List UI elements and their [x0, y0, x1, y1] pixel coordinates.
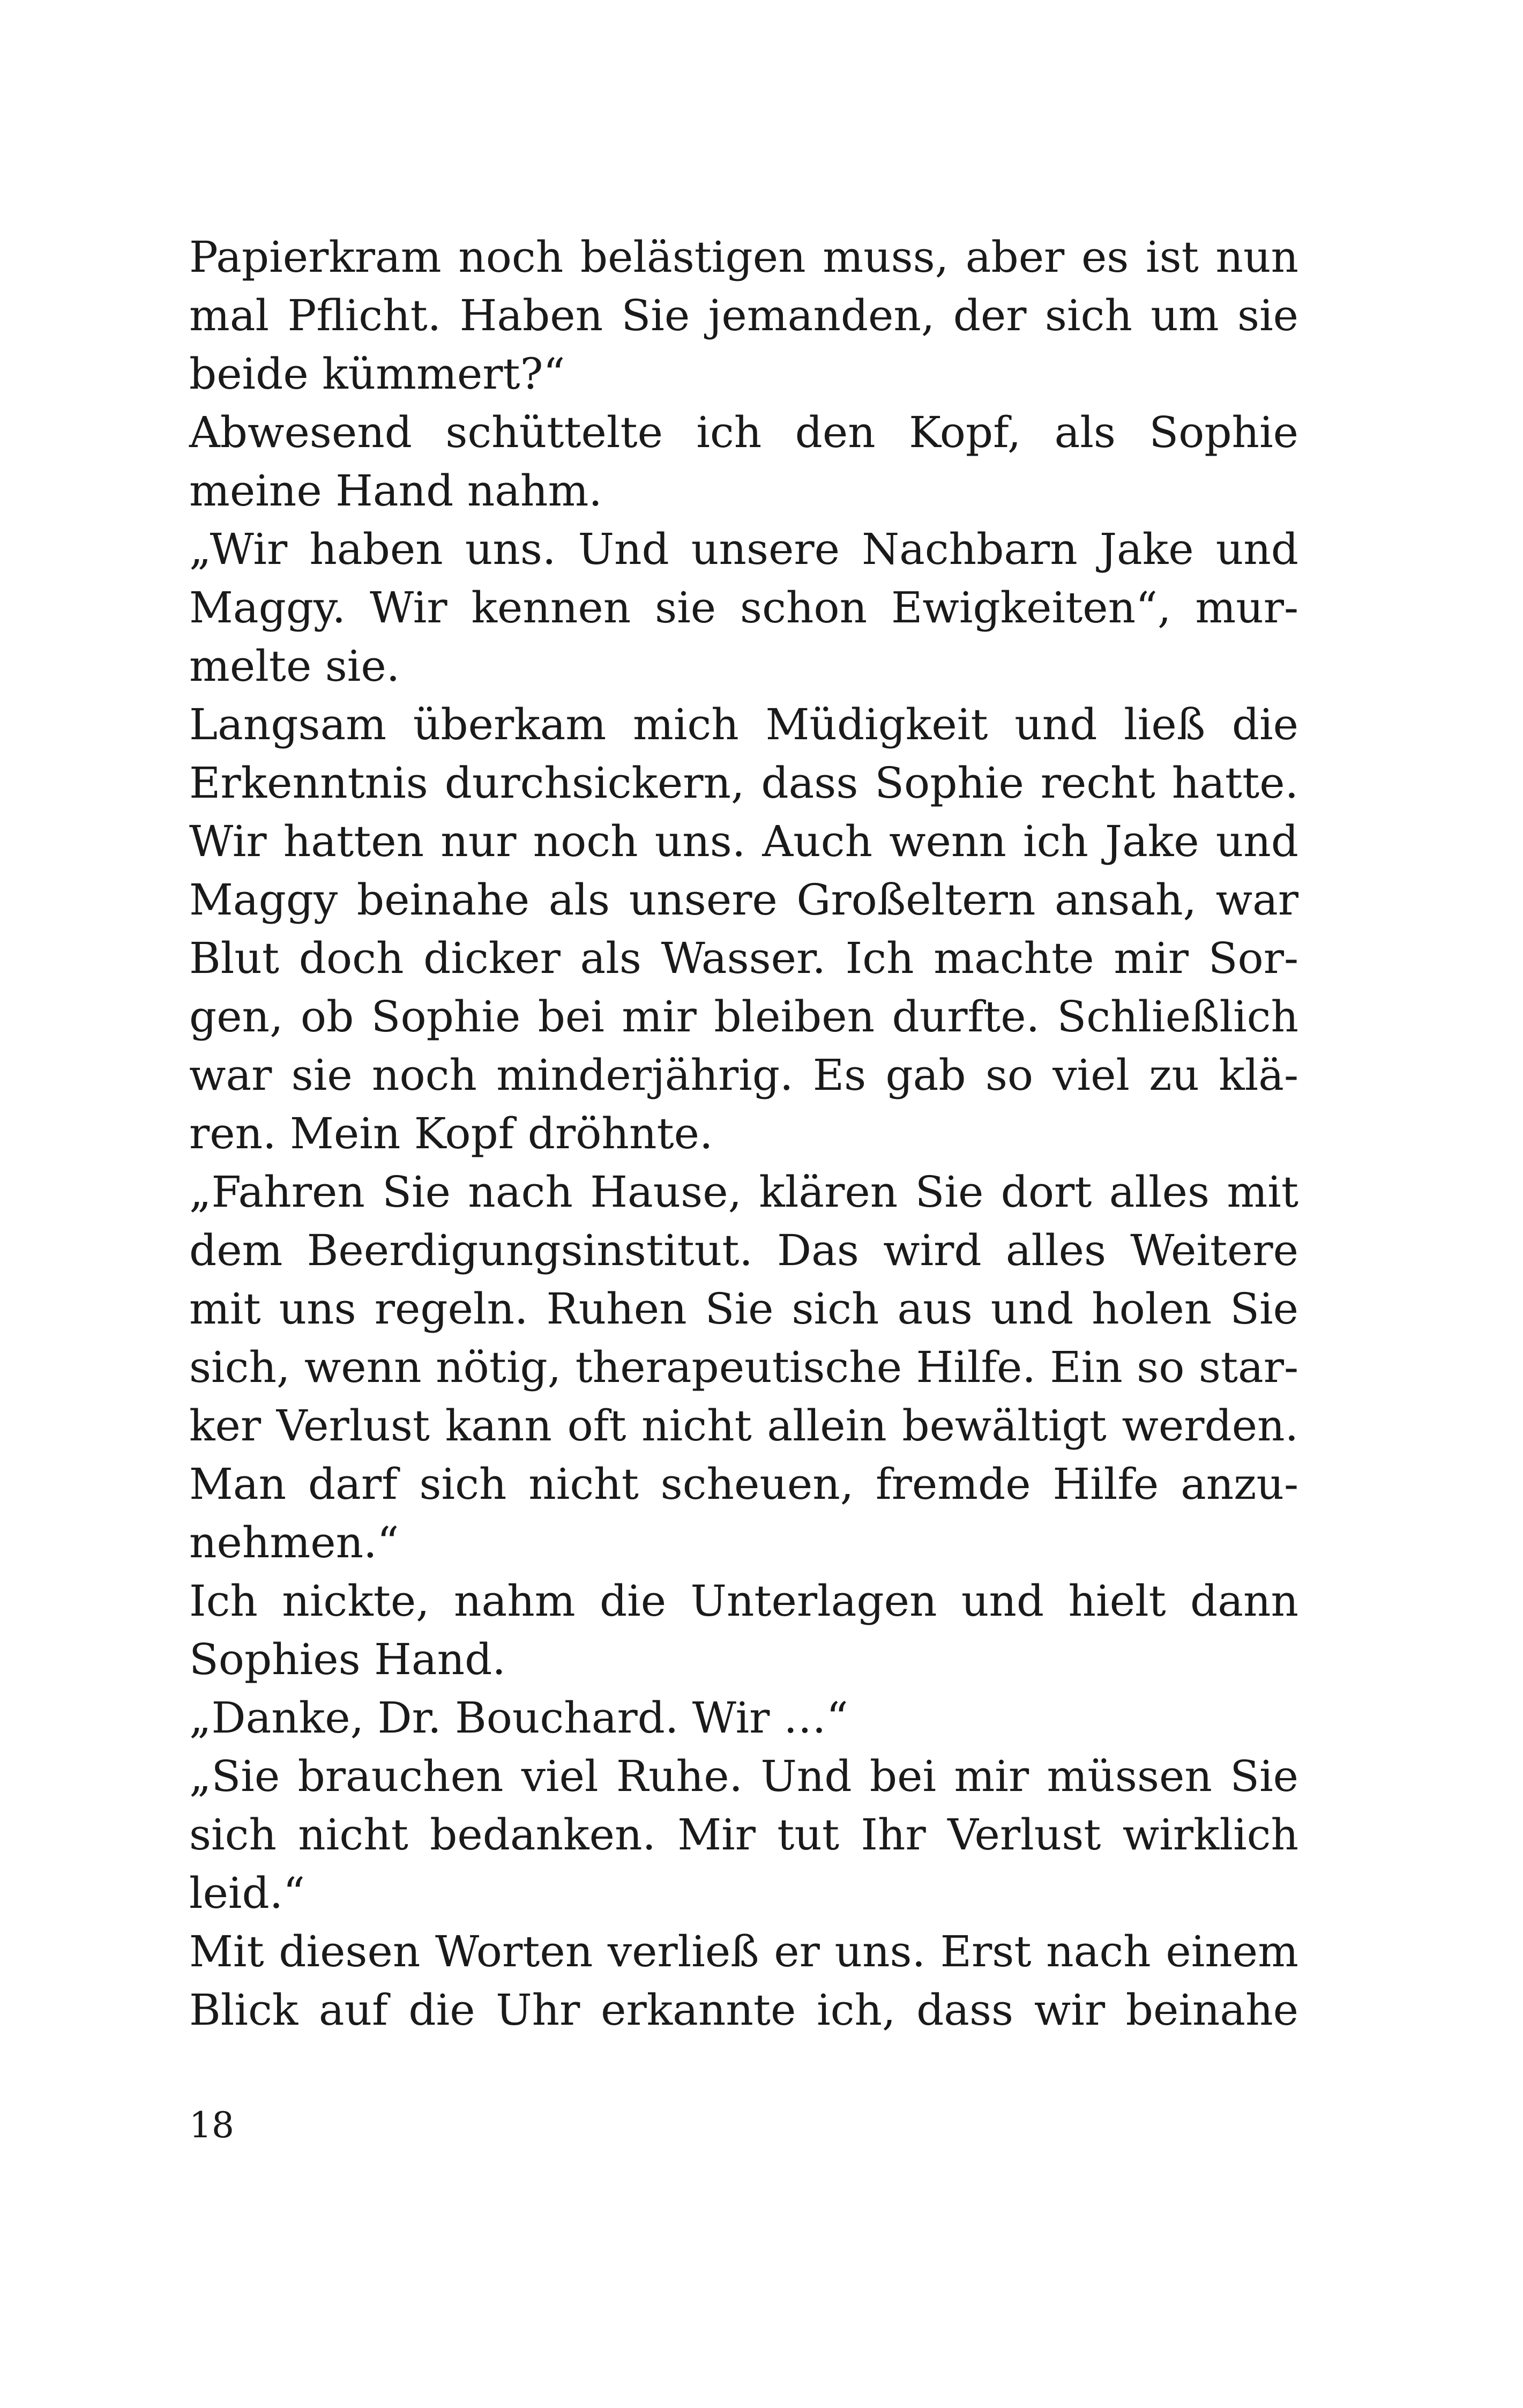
text-line: Papierkram noch belästigen muss, aber es ist nun	[189, 232, 1298, 282]
text-line: „Sie brauchen viel Ruhe. Und bei mir müssen Sie	[189, 1751, 1298, 1801]
text-line: dem Beerdigungsinstitut. Das wird alles Weitere	[189, 1225, 1298, 1275]
text-line: ren. Mein Kopf dröhnte.	[189, 1109, 713, 1158]
text-line: Abwesend schüttelte ich den Kopf, als Sophie	[189, 407, 1298, 457]
text-line: Wir hatten nur noch uns. Auch wenn ich Jake und	[189, 816, 1298, 866]
text-line: ker Verlust kann oft nicht allein bewältigt werden.	[189, 1401, 1298, 1451]
text-line: meine Hand nahm.	[189, 466, 602, 516]
text-line: Maggy beinahe als unsere Großeltern ansah, war	[189, 875, 1298, 925]
text-line: mit uns regeln. Ruhen Sie sich aus und holen Sie	[189, 1284, 1298, 1334]
text-line: sich, wenn nötig, therapeutische Hilfe. Ein so star-	[189, 1342, 1298, 1392]
text-line: Langsam überkam mich Müdigkeit und ließ die	[189, 700, 1298, 749]
text-line: beide kümmert?“	[189, 349, 565, 399]
text-line: „Danke, Dr. Bouchard. Wir …“	[189, 1693, 848, 1743]
text-line: Erkenntnis durchsickern, dass Sophie recht hatte.	[189, 758, 1298, 808]
text-line: nehmen.“	[189, 1518, 399, 1567]
page-number: 18	[189, 2105, 234, 2146]
text-line: melte sie.	[189, 641, 400, 691]
text-line: „Fahren Sie nach Hause, klären Sie dort alles mit	[189, 1167, 1298, 1217]
text-line: Ich nickte, nahm die Unterlagen und hielt dann	[189, 1576, 1298, 1626]
text-line: war sie noch minderjährig. Es gab so viel zu klä-	[189, 1050, 1298, 1100]
text-line: Sophies Hand.	[189, 1634, 506, 1684]
text-line: „Wir haben uns. Und unsere Nachbarn Jake und	[189, 524, 1298, 574]
text-line: mal Pflicht. Haben Sie jemanden, der sich um sie	[189, 291, 1298, 340]
text-line: gen, ob Sophie bei mir bleiben durfte. Schließlich	[189, 992, 1298, 1042]
text-line: Blut doch dicker als Wasser. Ich machte mir Sor-	[189, 933, 1298, 983]
text-line: Mit diesen Worten verließ er uns. Erst nach einem	[189, 1927, 1298, 1976]
body-text	[189, 228, 1298, 2039]
text-line: Maggy. Wir kennen sie schon Ewigkeiten“, mur-	[189, 583, 1298, 633]
text-line: leid.“	[189, 1868, 305, 1918]
text-line: Blick auf die Uhr erkannte ich, dass wir beinahe	[189, 1985, 1298, 2035]
text-line: sich nicht bedanken. Mir tut Ihr Verlust wirklich	[189, 1810, 1298, 1860]
text-line: Man darf sich nicht scheuen, fremde Hilfe anzu-	[189, 1459, 1298, 1509]
